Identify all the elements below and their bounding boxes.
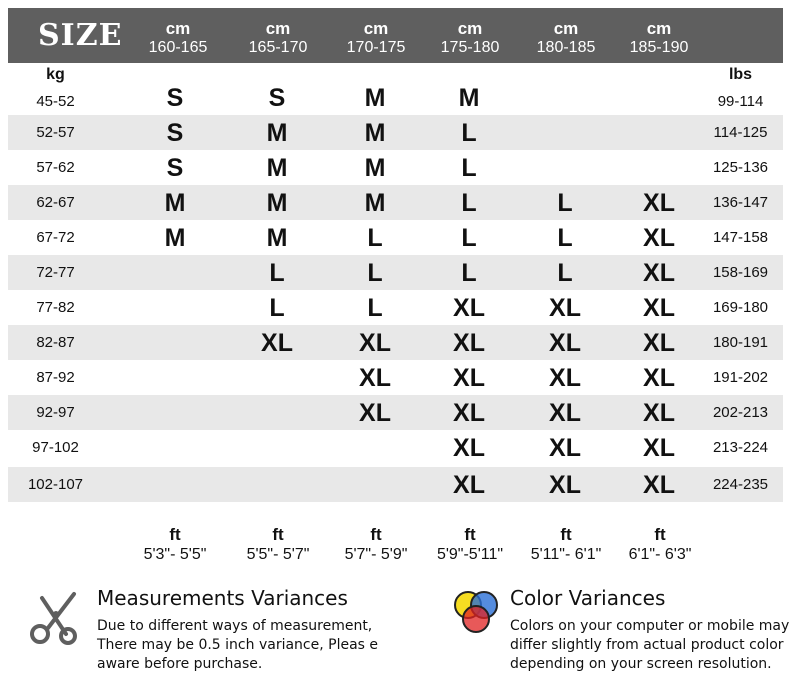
table-row bbox=[8, 115, 783, 150]
kg-unit-label: kg bbox=[46, 66, 65, 83]
table-row bbox=[8, 430, 783, 465]
size-cell: S bbox=[166, 154, 184, 182]
size-cell: XL bbox=[643, 329, 675, 357]
height-range: 180-185 bbox=[536, 39, 596, 56]
height-unit: cm bbox=[646, 19, 672, 38]
kg-range: 72-77 bbox=[36, 264, 75, 281]
table-row bbox=[8, 185, 783, 220]
height-column-4 bbox=[425, 20, 515, 58]
height-unit: cm bbox=[457, 19, 483, 38]
size-cell: XL bbox=[643, 259, 675, 287]
table-row bbox=[8, 360, 783, 395]
kg-range: 45-52 bbox=[36, 93, 75, 110]
size-cell: L bbox=[367, 294, 383, 322]
size-header bbox=[8, 8, 783, 63]
size-cell: XL bbox=[453, 364, 485, 392]
kg-range: 82-87 bbox=[36, 334, 75, 351]
size-cell: M bbox=[364, 154, 386, 182]
size-cell: XL bbox=[643, 294, 675, 322]
table-row bbox=[8, 80, 783, 115]
height-range: 170-175 bbox=[346, 39, 406, 56]
table-row bbox=[8, 325, 783, 360]
size-cell: M bbox=[266, 224, 288, 252]
size-cell: XL bbox=[549, 434, 581, 462]
height-range: 185-190 bbox=[629, 39, 689, 56]
height-column-3 bbox=[331, 20, 421, 58]
feet-range: 5'5"- 5'7" bbox=[246, 546, 310, 563]
table-row bbox=[8, 255, 783, 290]
height-range: 175-180 bbox=[440, 39, 500, 56]
size-title: SIZE bbox=[38, 18, 123, 53]
kg-range: 77-82 bbox=[36, 299, 75, 316]
height-column-1 bbox=[133, 20, 223, 58]
measurement-note-line: Due to different ways of measurement, bbox=[97, 618, 373, 634]
size-cell: M bbox=[364, 189, 386, 217]
size-cell: M bbox=[164, 224, 186, 252]
size-cell: XL bbox=[643, 224, 675, 252]
size-cell: XL bbox=[549, 471, 581, 499]
lbs-range: 125-136 bbox=[712, 159, 769, 176]
color-note-line: Colors on your computer or mobile may bbox=[510, 618, 790, 634]
size-cell: L bbox=[461, 154, 477, 182]
size-cell: XL bbox=[359, 399, 391, 427]
feet-column-3 bbox=[326, 525, 426, 565]
kg-range: 92-97 bbox=[36, 404, 75, 421]
lbs-unit-label: lbs bbox=[728, 66, 753, 83]
size-cell: M bbox=[458, 84, 480, 112]
size-cell: XL bbox=[453, 471, 485, 499]
feet-range: 5'9"-5'11" bbox=[436, 546, 504, 563]
size-cell: XL bbox=[549, 364, 581, 392]
scissors-icon bbox=[28, 588, 82, 651]
kg-range: 97-102 bbox=[32, 439, 79, 456]
height-unit: cm bbox=[363, 19, 389, 38]
kg-range: 67-72 bbox=[36, 229, 75, 246]
height-unit: cm bbox=[165, 19, 191, 38]
feet-unit: ft bbox=[169, 525, 181, 544]
measurement-note-line: There may be 0.5 inch variance, Pleas e bbox=[97, 637, 379, 653]
feet-column-5 bbox=[516, 525, 616, 565]
kg-range: 52-57 bbox=[36, 124, 75, 141]
size-cell: M bbox=[364, 84, 386, 112]
size-cell: S bbox=[166, 119, 184, 147]
lbs-range: 147-158 bbox=[712, 229, 769, 246]
size-cell: XL bbox=[643, 471, 675, 499]
feet-range: 5'3"- 5'5" bbox=[143, 546, 207, 563]
feet-range: 6'1"- 6'3" bbox=[628, 546, 692, 563]
lbs-range: 202-213 bbox=[712, 404, 769, 421]
color-note-line: depending on your screen resolution. bbox=[510, 656, 772, 672]
feet-range: 5'7"- 5'9" bbox=[344, 546, 408, 563]
size-cell: L bbox=[557, 224, 573, 252]
size-cell: XL bbox=[453, 399, 485, 427]
table-row bbox=[8, 467, 783, 502]
size-cell: XL bbox=[359, 364, 391, 392]
height-column-6 bbox=[614, 20, 704, 58]
feet-unit: ft bbox=[560, 525, 572, 544]
size-cell: XL bbox=[453, 294, 485, 322]
feet-range: 5'11"- 6'1" bbox=[530, 546, 602, 563]
feet-unit: ft bbox=[272, 525, 284, 544]
kg-range: 57-62 bbox=[36, 159, 75, 176]
table-row bbox=[8, 220, 783, 255]
size-cell: L bbox=[269, 259, 285, 287]
size-cell: L bbox=[367, 224, 383, 252]
size-cell: XL bbox=[549, 294, 581, 322]
feet-column-2 bbox=[228, 525, 328, 565]
size-cell: M bbox=[164, 189, 186, 217]
size-cell: L bbox=[367, 259, 383, 287]
height-range: 165-170 bbox=[248, 39, 308, 56]
lbs-range: 224-235 bbox=[712, 476, 769, 493]
size-cell: XL bbox=[453, 329, 485, 357]
feet-column-6 bbox=[610, 525, 710, 565]
color-note-title: Color Variances bbox=[510, 586, 666, 610]
table-row bbox=[8, 395, 783, 430]
color-note-line: differ slightly from actual product color bbox=[510, 637, 784, 653]
size-cell: L bbox=[461, 189, 477, 217]
feet-unit: ft bbox=[654, 525, 666, 544]
feet-unit: ft bbox=[464, 525, 476, 544]
table-row bbox=[8, 150, 783, 185]
size-cell: XL bbox=[643, 399, 675, 427]
size-cell: XL bbox=[549, 399, 581, 427]
size-cell: XL bbox=[453, 434, 485, 462]
kg-range: 102-107 bbox=[27, 476, 84, 493]
size-cell: M bbox=[364, 119, 386, 147]
color-wheel-icon bbox=[450, 588, 504, 643]
height-unit: cm bbox=[553, 19, 579, 38]
lbs-range: 191-202 bbox=[712, 369, 769, 386]
table-row bbox=[8, 290, 783, 325]
size-cell: S bbox=[268, 84, 286, 112]
size-cell: S bbox=[166, 84, 184, 112]
lbs-range: 99-114 bbox=[717, 93, 764, 110]
height-column-2 bbox=[233, 20, 323, 58]
size-cell: L bbox=[557, 189, 573, 217]
height-column-5 bbox=[521, 20, 611, 58]
measurement-note-title: Measurements Variances bbox=[97, 586, 348, 610]
size-cell: XL bbox=[643, 189, 675, 217]
kg-range: 62-67 bbox=[36, 194, 75, 211]
feet-column-4 bbox=[420, 525, 520, 565]
size-cell: M bbox=[266, 119, 288, 147]
lbs-range: 169-180 bbox=[712, 299, 769, 316]
size-cell: XL bbox=[549, 329, 581, 357]
size-cell: XL bbox=[261, 329, 293, 357]
size-cell: L bbox=[269, 294, 285, 322]
lbs-range: 180-191 bbox=[712, 334, 769, 351]
lbs-range: 213-224 bbox=[712, 439, 769, 456]
measurement-note-line: aware before purchase. bbox=[97, 656, 263, 672]
kg-range: 87-92 bbox=[36, 369, 75, 386]
size-cell: XL bbox=[643, 364, 675, 392]
size-cell: M bbox=[266, 154, 288, 182]
height-range: 160-165 bbox=[148, 39, 208, 56]
lbs-range: 158-169 bbox=[712, 264, 769, 281]
size-cell: L bbox=[461, 259, 477, 287]
size-cell: XL bbox=[643, 434, 675, 462]
height-unit: cm bbox=[265, 19, 291, 38]
size-cell: XL bbox=[359, 329, 391, 357]
lbs-range: 114-125 bbox=[713, 124, 768, 141]
size-cell: L bbox=[461, 119, 477, 147]
size-cell: L bbox=[461, 224, 477, 252]
feet-column-1 bbox=[125, 525, 225, 565]
size-cell: L bbox=[557, 259, 573, 287]
size-cell: M bbox=[266, 189, 288, 217]
feet-unit: ft bbox=[370, 525, 382, 544]
lbs-range: 136-147 bbox=[712, 194, 769, 211]
